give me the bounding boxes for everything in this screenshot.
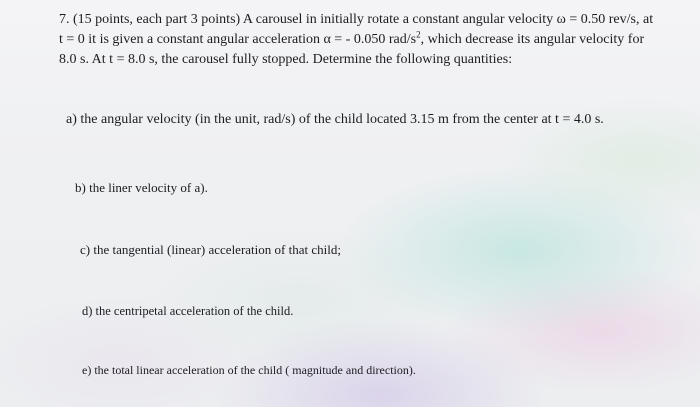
question-part-c: c) the tangential (linear) acceleration of that child;: [80, 242, 341, 257]
question-part-b: b) the liner velocity of a).: [75, 180, 208, 195]
problem-points-header: (15 points, each part 3 points): [73, 12, 241, 27]
problem-statement: [59, 10, 659, 70]
problem-number: 7.: [59, 12, 70, 27]
exponent: 2: [416, 29, 421, 40]
question-part-a: a) the angular velocity (in the unit, rad/s) of the child located 3.15 m from the center at t = 4.0 s.: [66, 112, 604, 127]
problem-text-start: A carousel in initially rotate a constant angular velocity ω = 0.50 rev/s, at t = 0 it is given a constant angular acceleration α = - 0.050 rad/s: [59, 12, 654, 47]
question-part-d: d) the centripetal acceleration of the child.: [82, 304, 294, 318]
question-part-e: e) the total linear acceleration of the child ( magnitude and direction).: [82, 363, 416, 377]
problem-text-end: , which decrease its angular velocity for 8.0 s. At t = 8.0 s, the carousel fully stopped. Determine the following quantities:: [59, 32, 645, 67]
problem-paragraph: [59, 10, 659, 70]
